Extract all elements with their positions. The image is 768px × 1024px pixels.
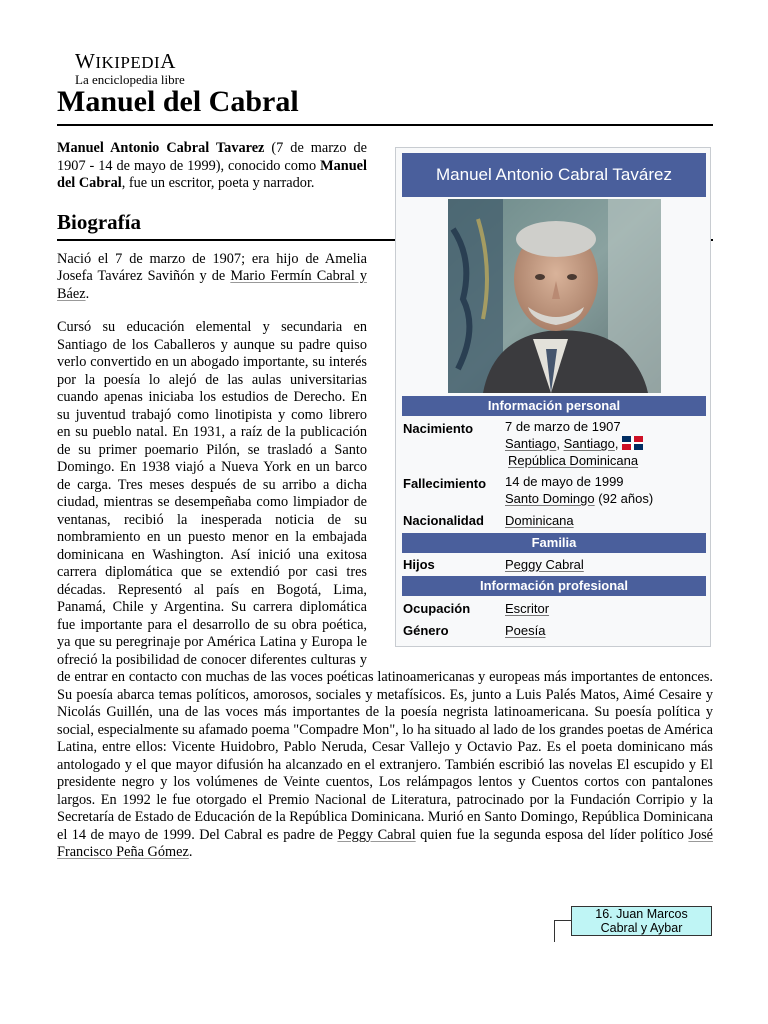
wikipedia-tagline: La enciclopedia libre <box>75 72 185 87</box>
label-nacimiento: Nacimiento <box>403 421 474 436</box>
value-hijos <box>505 556 584 573</box>
intro-bold-alias: Manuel del Cabral <box>57 157 367 191</box>
bio2-text-1: Cursó su educación elemental y secundaria en Santiago de los Caballeros y aunque su padre quiso verlo convertido en un abogado importante, su interés por la poesía lo alejó de las aulas universitarias cuando apenas iniciaba los estudios de Derecho. En su juventud trabajó como linotipista y como librero en su pueblo natal. En 1931, a raíz de la publicación de su primer poemario Pilón, se trasladó a Santo Domingo. En 1938 viajó a Nueva York en un barco de carga. Tres meses después de su arribo a dicha ciudad, mientras se desempeñaba como limpiador de ventanas, recibió la inesperada noticia de su nombramiento en un puesto menor en la embajada dominicana en Washington. Así inició una exitosa carrera diplomática que se extendió por casi tres décadas. Representó al país en Bogotá, Lima, Panamá, Chile y Argentina. Su carrera diplomática fue importante para el desarrollo de su obra poética, ya que su peregrinaje por América Latina y Europa le ofreció la posibilidad de conocer diferentes culturas y de entrar en contacto con muchas de las voces poéticas latinoamericanas y europeas más importantes de entonces. Su poesía abarca temas políticos, amorosos, sociales y metafísicos. Es, junto a Luis Palés Matos, Aimé Cesaire y Nicolás Guillén, una de las voces más importantes de la poesía negrista latinoamericana. Su poesía política y social, especialmente su afamado poema "Compadre Mon", lo ha situado al lado de los grandes poetas de América Latina, entre ellos: Vicente Huidobro, Pablo Neruda, Cesar Vallejo y Octavio Paz. Es el poeta dominicano más antologado y el que mayor difusión ha alcanzado en el extranjero. También escribió las novelas El escupido y El presidente negro y los volúmenes de Veinte cuentos, Los relámpagos lentos y Cuentos cortos con pantalones largos. En 1992 le fue otorgado el Premio Nacional de Literatura, patrocinado por la Fundación Corripio y la Secretaría de Estado de Educación de la República Dominicana. Murió en Santo Domingo, República Dominicana el 14 de mayo de 1999. Del Cabral es padre de <box>57 319 713 843</box>
label-hijos: Hijos <box>403 557 435 572</box>
bio2-text-3: . <box>188 844 193 860</box>
value-fallecimiento-age: (92 años) <box>594 491 654 506</box>
bio1-text-2: . <box>85 285 90 302</box>
family-tree-node-line-1: 16. Juan Marcos <box>595 907 688 921</box>
intro-text-2: , fue un escritor, poeta y narrador. <box>121 175 315 191</box>
intro-bold-name: Manuel Antonio Cabral Tavarez <box>57 140 265 156</box>
bio1-text-1: Nació el 7 de marzo de 1907; era hijo de Amelia Josefa Tavárez Saviñón y de <box>57 250 367 284</box>
link-santiago-province[interactable]: Santiago <box>563 436 615 451</box>
link-peggy-cabral[interactable]: Peggy Cabral <box>337 826 416 843</box>
intro-text-1: (7 de marzo de 1907 - 14 de mayo de 1999), conocido como <box>57 140 368 174</box>
link-peggy-cabral-infobox[interactable]: Peggy Cabral <box>505 557 584 572</box>
bio2-text-2: quien fue la segunda esposa del líder político <box>415 826 689 843</box>
link-escritor[interactable]: Escritor <box>505 601 550 616</box>
portrait-photo[interactable] <box>448 199 661 393</box>
value-nacimiento-date: 7 de marzo de 1907 <box>505 419 621 434</box>
link-poesia[interactable]: Poesía <box>505 623 546 638</box>
link-jose-francisco-pena-gomez[interactable]: José Francisco Peña Gómez <box>57 826 713 860</box>
infobox-section-personal: Información personal <box>402 396 706 416</box>
portrait-image <box>448 199 661 393</box>
nav-connector-vertical <box>554 920 555 942</box>
label-ocupacion: Ocupación <box>403 601 471 616</box>
family-tree-node[interactable] <box>571 906 712 936</box>
wikipedia-logo[interactable] <box>75 50 185 87</box>
value-fallecimiento-date: 14 de mayo de 1999 <box>505 474 624 489</box>
value-ocupacion <box>505 600 549 617</box>
value-nacimiento-country <box>508 452 638 469</box>
label-fallecimiento: Fallecimiento <box>403 476 487 491</box>
link-santo-domingo[interactable]: Santo Domingo <box>505 491 595 506</box>
infobox <box>395 147 711 647</box>
value-genero <box>505 622 545 639</box>
wikipedia-wordmark: WIKIPEDIA <box>75 49 176 73</box>
infobox-section-family: Familia <box>402 533 706 553</box>
value-nacionalidad <box>505 512 574 529</box>
value-nacimiento-place: Santiago, Santiago, <box>505 435 643 454</box>
label-nacionalidad: Nacionalidad <box>403 513 484 528</box>
page-title: Manuel del Cabral <box>57 85 299 118</box>
link-dominicana[interactable]: Dominicana <box>505 513 574 528</box>
infobox-title: Manuel Antonio Cabral Tavárez <box>402 153 706 197</box>
link-republica-dominicana[interactable]: República Dominicana <box>508 453 639 468</box>
link-santiago-city[interactable]: Santiago <box>505 436 557 451</box>
link-mario-fermin-cabral[interactable]: Mario Fermín Cabral y Báez <box>57 268 368 302</box>
title-divider <box>57 124 713 126</box>
label-genero: Género <box>403 623 449 638</box>
section-heading-biografia: Biografía <box>57 209 713 241</box>
value-fallecimiento-place <box>505 490 653 507</box>
nav-connector-horizontal <box>554 920 571 921</box>
family-tree-node-line-2: Cabral y Aybar <box>600 921 683 935</box>
infobox-section-professional: Información profesional <box>402 576 706 596</box>
